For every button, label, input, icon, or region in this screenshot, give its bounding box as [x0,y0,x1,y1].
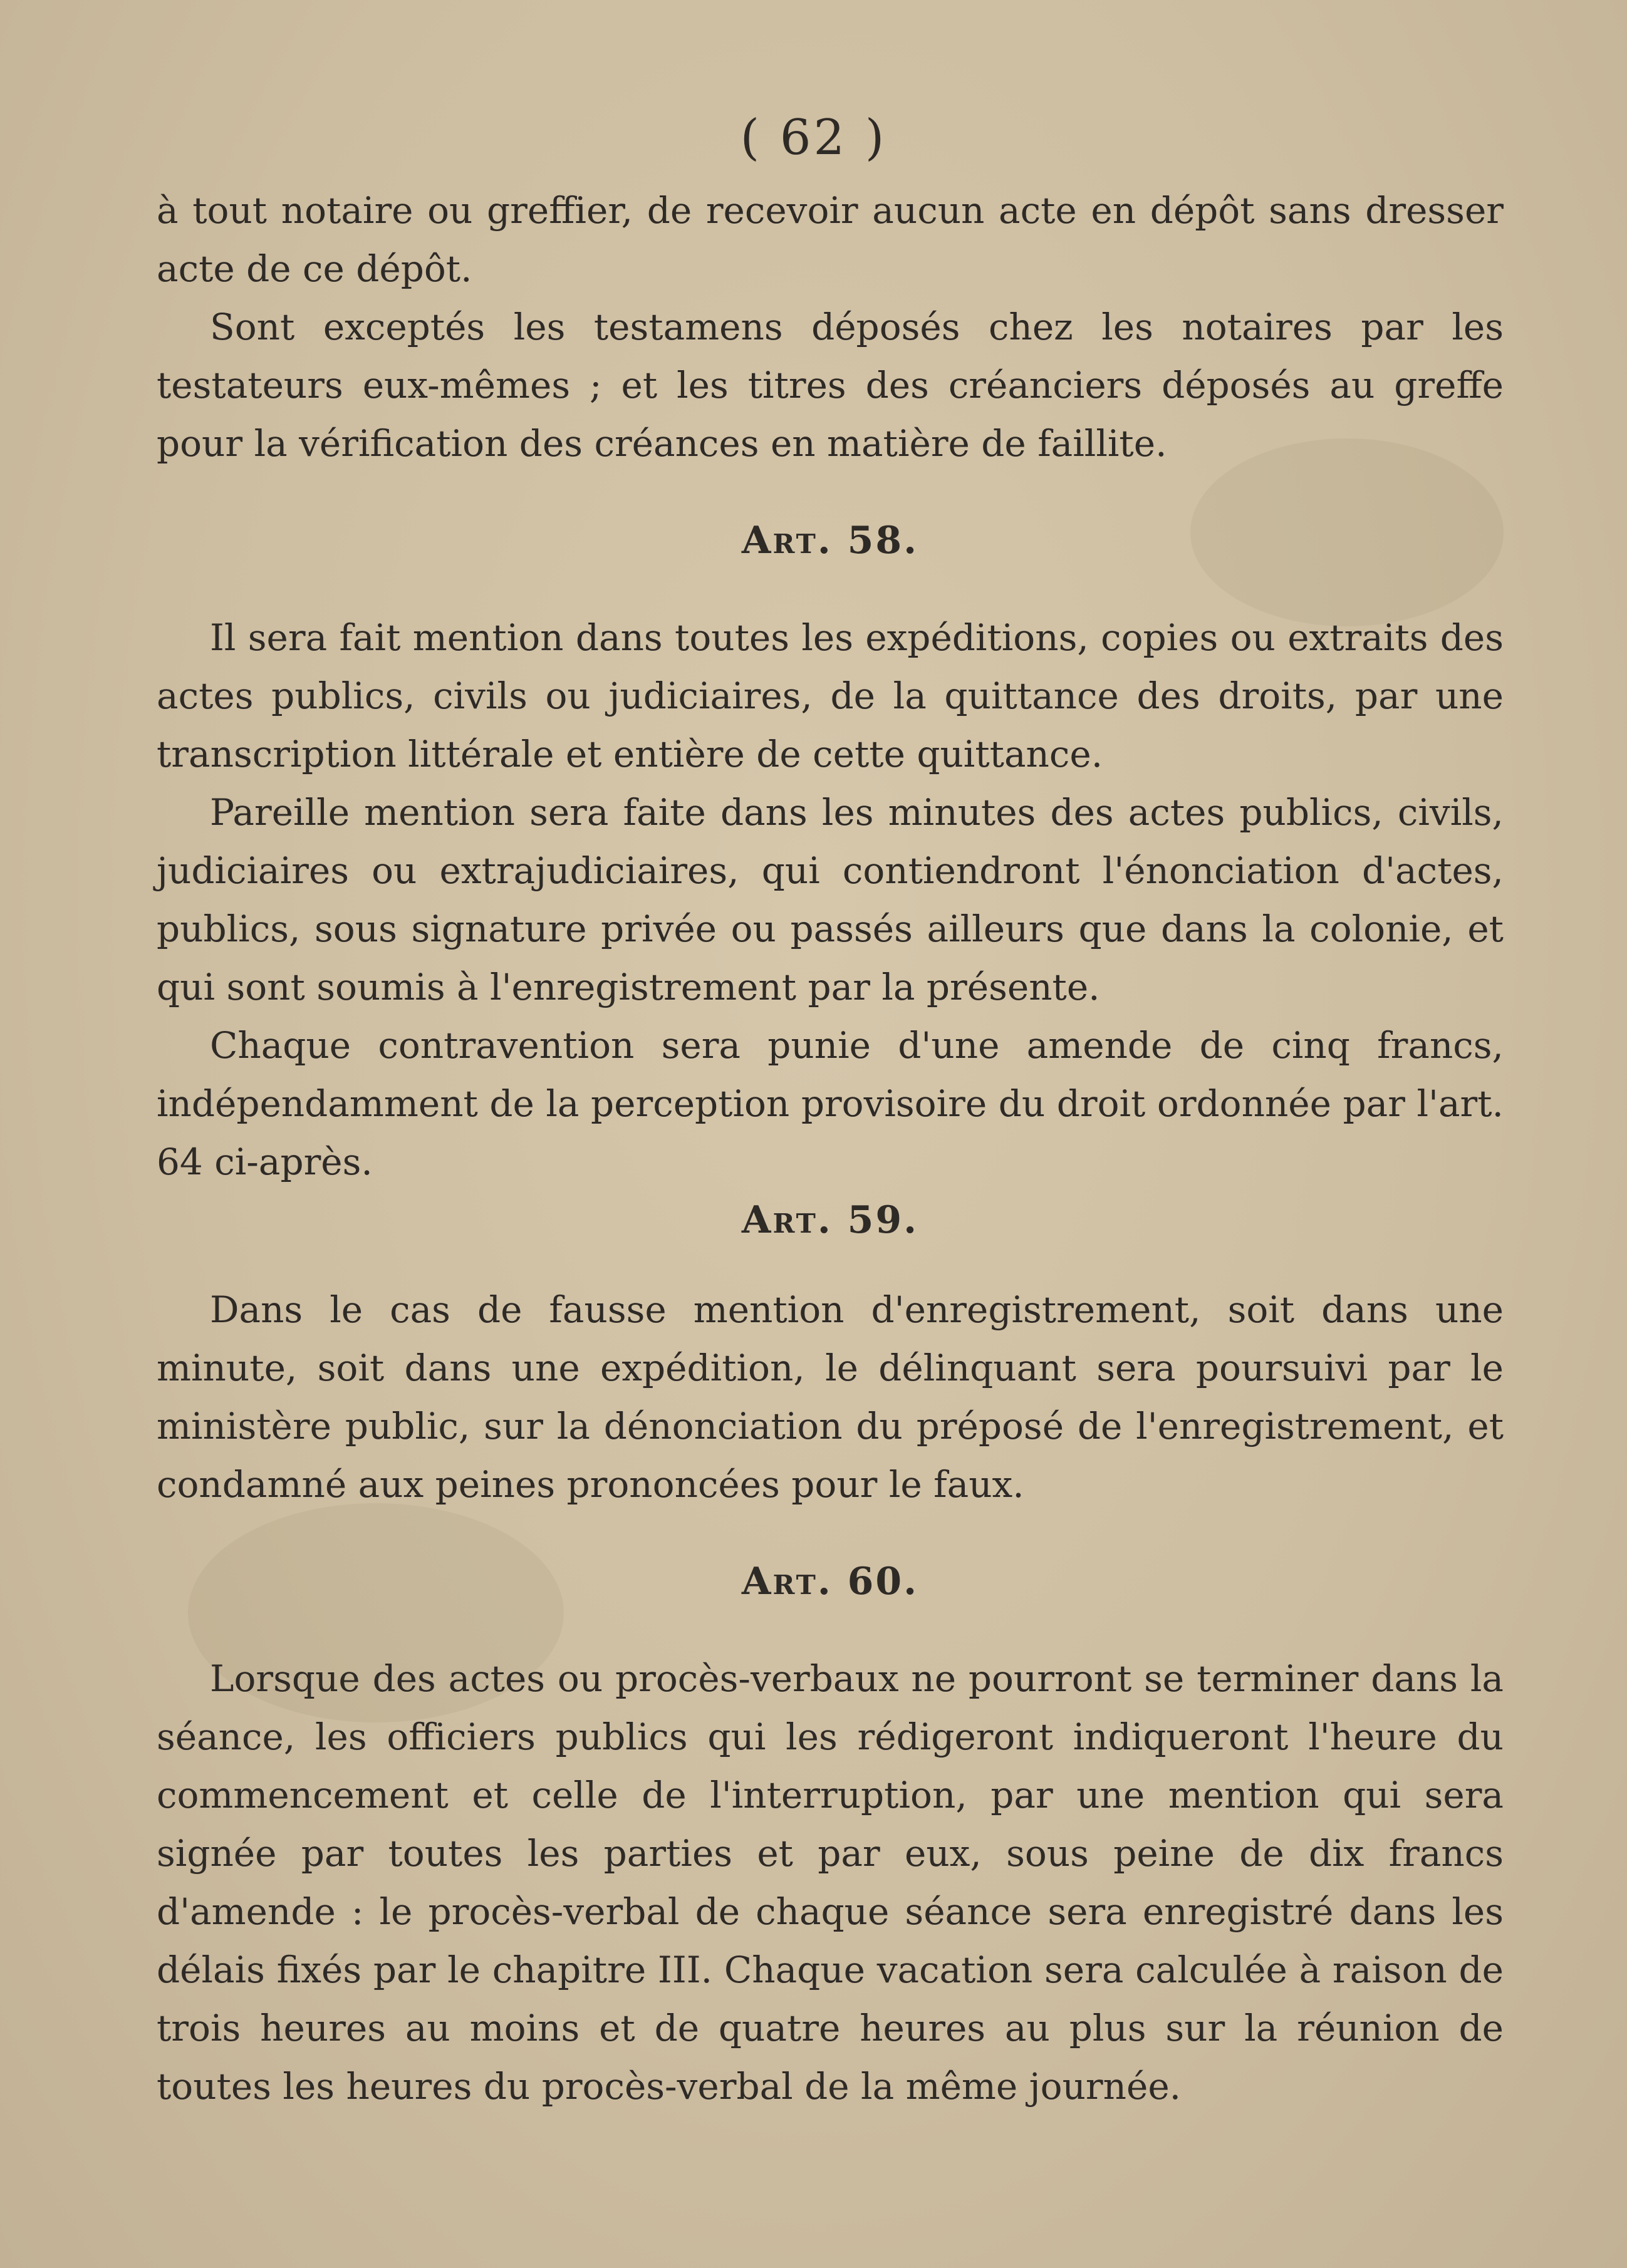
body-paragraph: Pareille mention sera faite dans les minutes des actes publics, civils, judiciaires ou extrajudiciaires, qui contiendront l'énonciation d'actes, publics, sous signature privée ou passés ailleurs que dans la colonie, et qui sont soumis à l'enregistrement par la présente. [157,791,1504,1008]
body-paragraph: Sont exceptés les testamens déposés chez les notaires par les testateurs eux-mêmes ; et les titres des créanciers déposés au greffe pour la vérification des créances en matière de faillite. [157,306,1504,465]
body-paragraph: à tout notaire ou greffier, de recevoir aucun acte en dépôt sans dresser acte de ce dépôt. [157,189,1504,290]
article-60-heading: Art. 60. [741,1560,919,1603]
article-58-heading: Art. 58. [741,519,919,562]
page-number: ( 62 ) [740,110,887,166]
document-body [157,182,1504,2116]
body-paragraph: Dans le cas de fausse mention d'enregistrement, soit dans une minute, soit dans une expédition, le délinquant sera poursuivi par le ministère public, sur la dénonciation du préposé de l'enregistrement, et condamné aux peines prononcées pour le faux. [157,1288,1504,1506]
body-paragraph: Il sera fait mention dans toutes les expéditions, copies ou extraits des actes publics, civils ou judiciaires, de la quittance des droits, par une transcription littérale et entière de cette quittance. [157,616,1504,775]
article-59-heading: Art. 59. [741,1198,919,1242]
body-paragraph: Lorsque des actes ou procès-verbaux ne pourront se terminer dans la séance, les officiers publics qui les rédigeront indiqueront l'heure du commencement et celle de l'interruption, par une mention qui sera signée par toutes les parties et par eux, sous peine de dix francs d'amende : le procès-verbal de chaque séance sera enregistré dans les délais fixés par le chapitre III. Chaque vacation sera calculée à raison de trois heures au moins et de quatre heures au plus sur la réunion de toutes les heures du procès-verbal de la même journée. [157,1657,1504,2108]
body-paragraph: Chaque contravention sera punie d'une amende de cinq francs, indépendamment de la perception provisoire du droit ordonnée par l'art. 64 ci-après. [157,1024,1504,1183]
